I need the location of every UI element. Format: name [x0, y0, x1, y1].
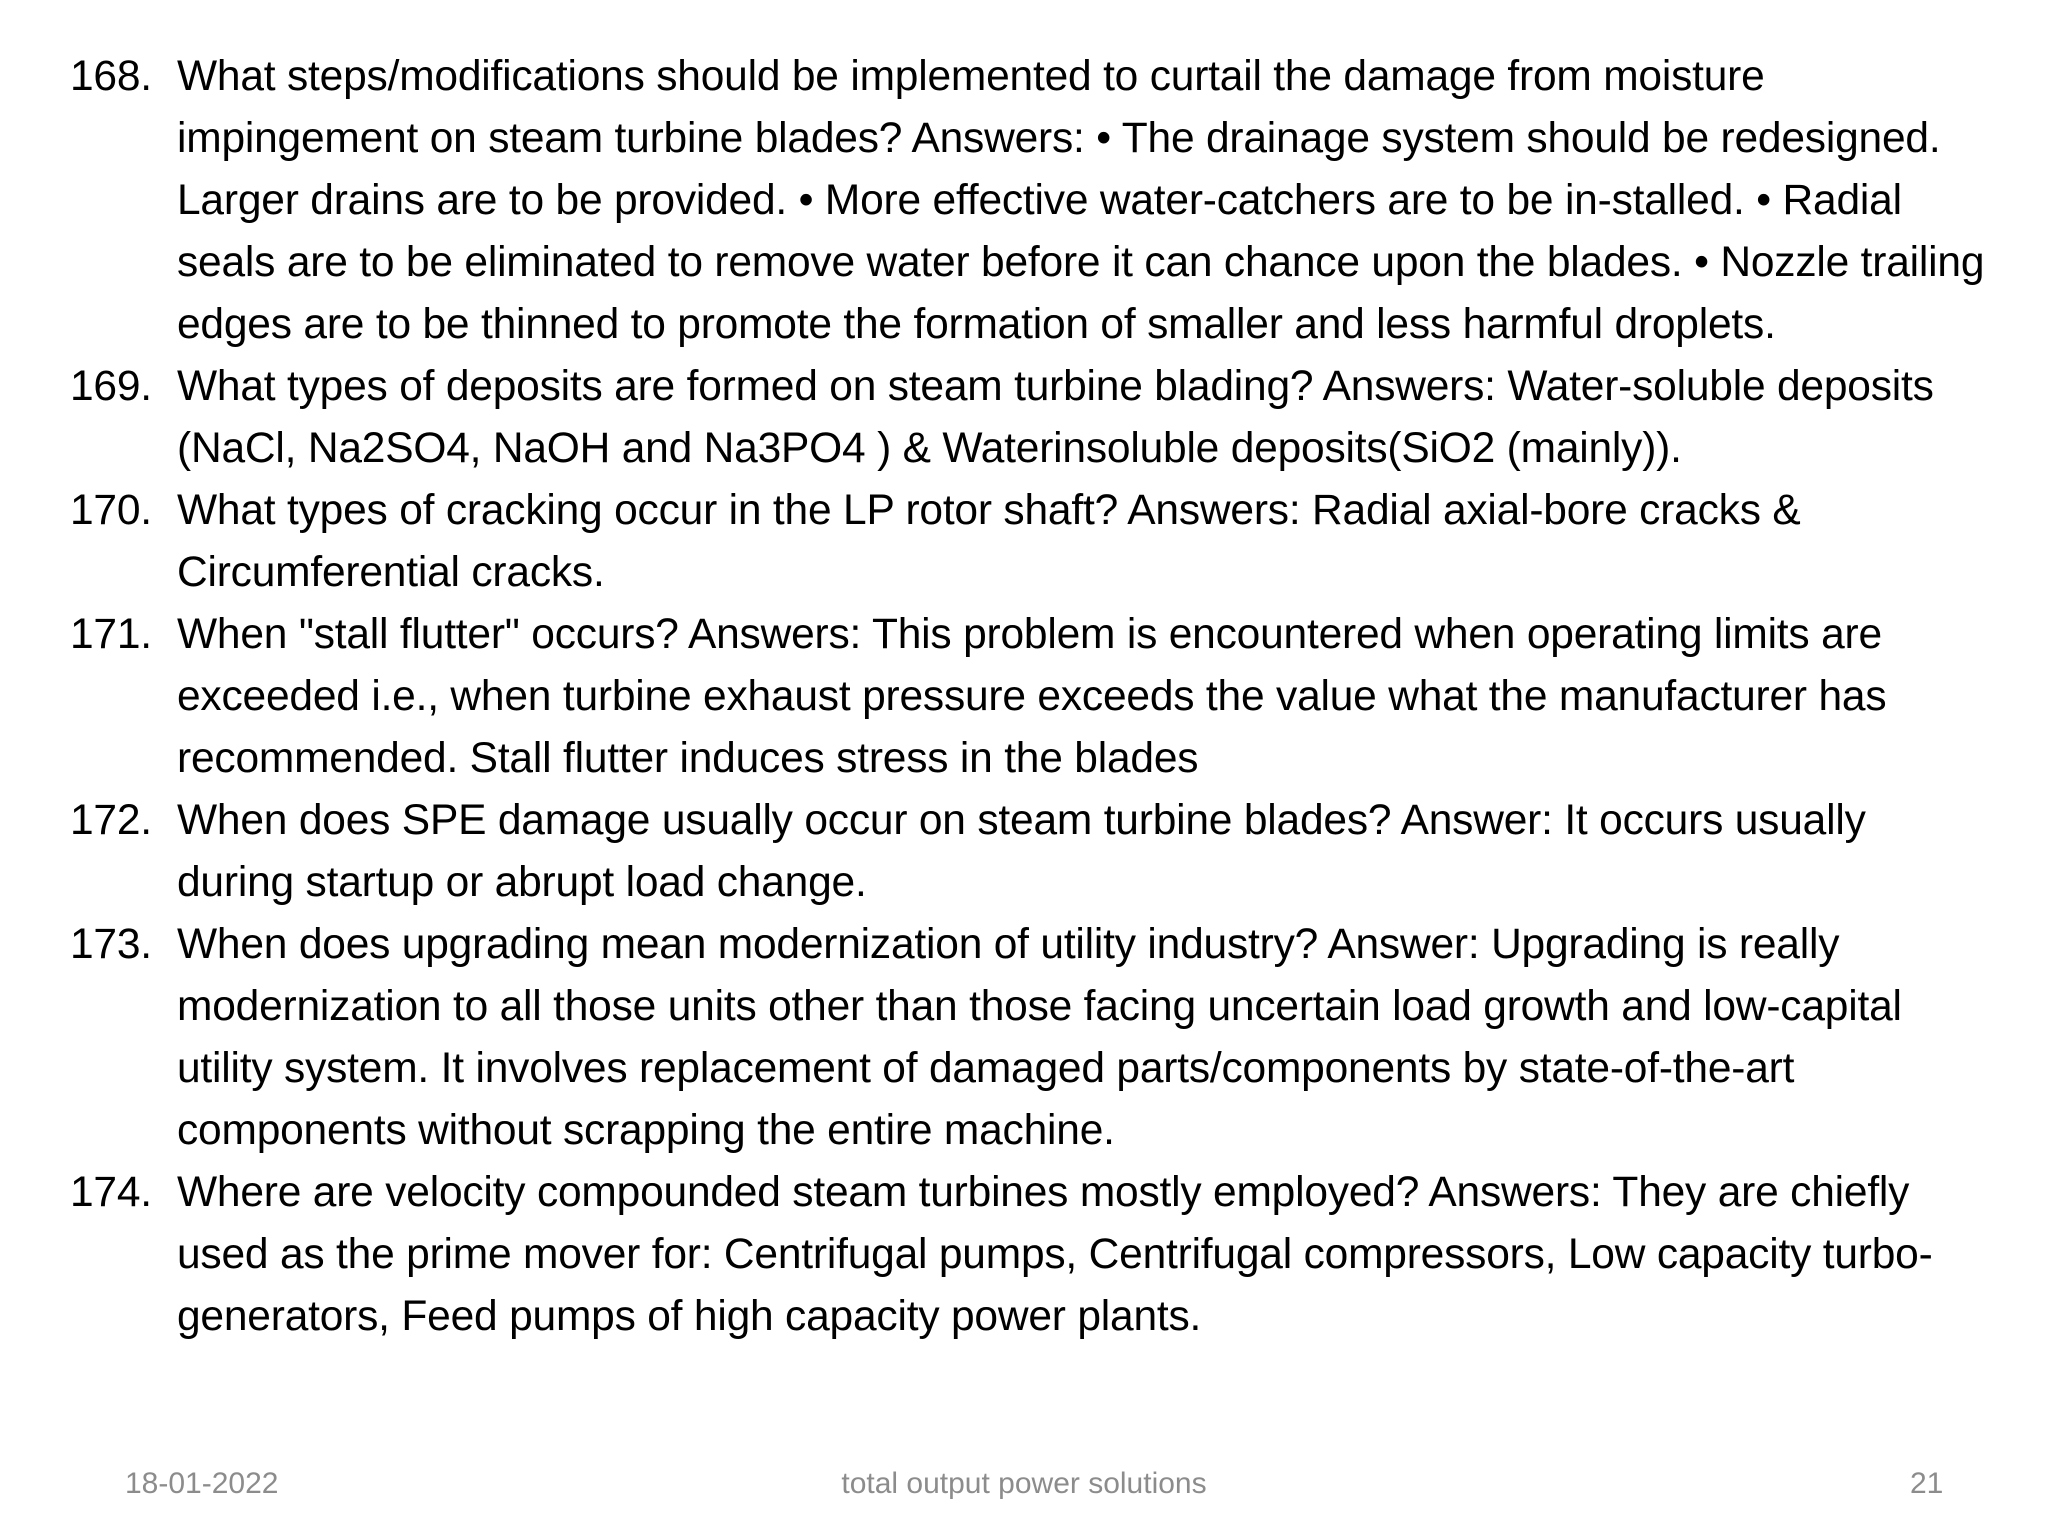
item-text: What steps/modifications should be implemented to curtail the damage from moisture impingement on steam turbine blades? Answers: • The drainage system should be redesigned. Larger drains are to be provided. • More effective water-catchers are to be in-stalled. • Radial seals are to be eliminated to remove water before it can chance upon the blades. • Nozzle trailing edges are to be thinned to promote the formation of smaller and less harmful droplets. [177, 53, 1985, 348]
item-number: 173. [70, 921, 152, 968]
item-text: When does SPE damage usually occur on steam turbine blades? Answer: It occurs usually during startup or abrupt load change. [177, 797, 1866, 906]
item-number: 169. [70, 363, 152, 410]
item-text: Where are velocity compounded steam turbines mostly employed? Answers: They are chiefly used as the prime mover for: Centrifugal pumps, Centrifugal compressors, Low capacity turbo-generators, Feed pumps of high capacity power plants. [177, 1169, 1933, 1340]
item-number: 168. [70, 53, 152, 100]
footer-title: total output power solutions [841, 1467, 1207, 1500]
qa-item-172 [70, 790, 1990, 914]
item-text: When does upgrading mean modernization of utility industry? Answer: Upgrading is really modernization to all those units other than those facing uncertain load growth and low-capital utility system. It involves replacement of damaged parts/components by state-of-the-art components without scrapping the entire machine. [177, 921, 1902, 1154]
item-text: What types of deposits are formed on steam turbine blading? Answers: Water-soluble deposits (NaCl, Na2SO4, NaOH and Na3PO4 ) & Waterinsoluble deposits(SiO2 (mainly)). [177, 363, 1934, 472]
page-number: 21 [1910, 1467, 1944, 1500]
item-number: 174. [70, 1169, 152, 1216]
item-text: When "stall flutter" occurs? Answers: This problem is encountered when operating limits are exceeded i.e., when turbine exhaust pressure exceeds the value what the manufacturer has recommended. Stall flutter induces stress in the blades [177, 611, 1887, 782]
item-number: 172. [70, 797, 152, 844]
qa-item-171 [70, 604, 1990, 790]
item-number: 170. [70, 487, 152, 534]
qa-item-168 [70, 46, 1990, 356]
qa-item-170 [70, 480, 1990, 604]
qa-list [70, 46, 1990, 1348]
item-number: 171. [70, 611, 152, 658]
footer-date: 18-01-2022 [125, 1467, 279, 1500]
item-text: What types of cracking occur in the LP rotor shaft? Answers: Radial axial-bore cracks & Circumferential cracks. [177, 487, 1801, 596]
qa-item-169 [70, 356, 1990, 480]
qa-item-174 [70, 1162, 1990, 1348]
qa-item-173 [70, 914, 1990, 1162]
